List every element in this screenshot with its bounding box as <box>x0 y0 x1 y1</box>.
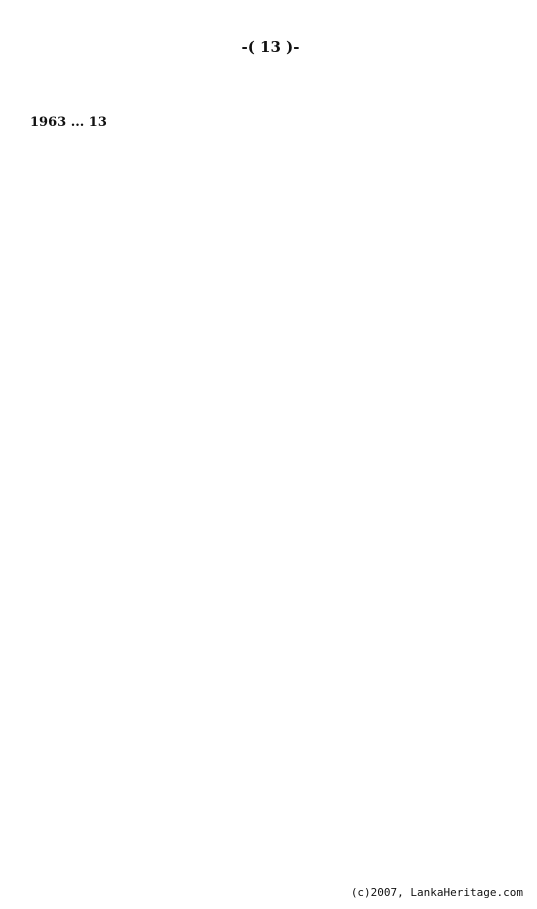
paragraph-2 <box>30 140 511 161</box>
copyright-footer: (c)2007, LankaHeritage.com <box>350 886 523 899</box>
date-line: 1963 ... 13 <box>30 115 107 130</box>
paragraph-3 <box>30 177 511 198</box>
paragraph-1 <box>30 78 511 99</box>
page-number: -( 13 )- <box>241 38 300 56</box>
paragraph-4 <box>30 214 511 235</box>
